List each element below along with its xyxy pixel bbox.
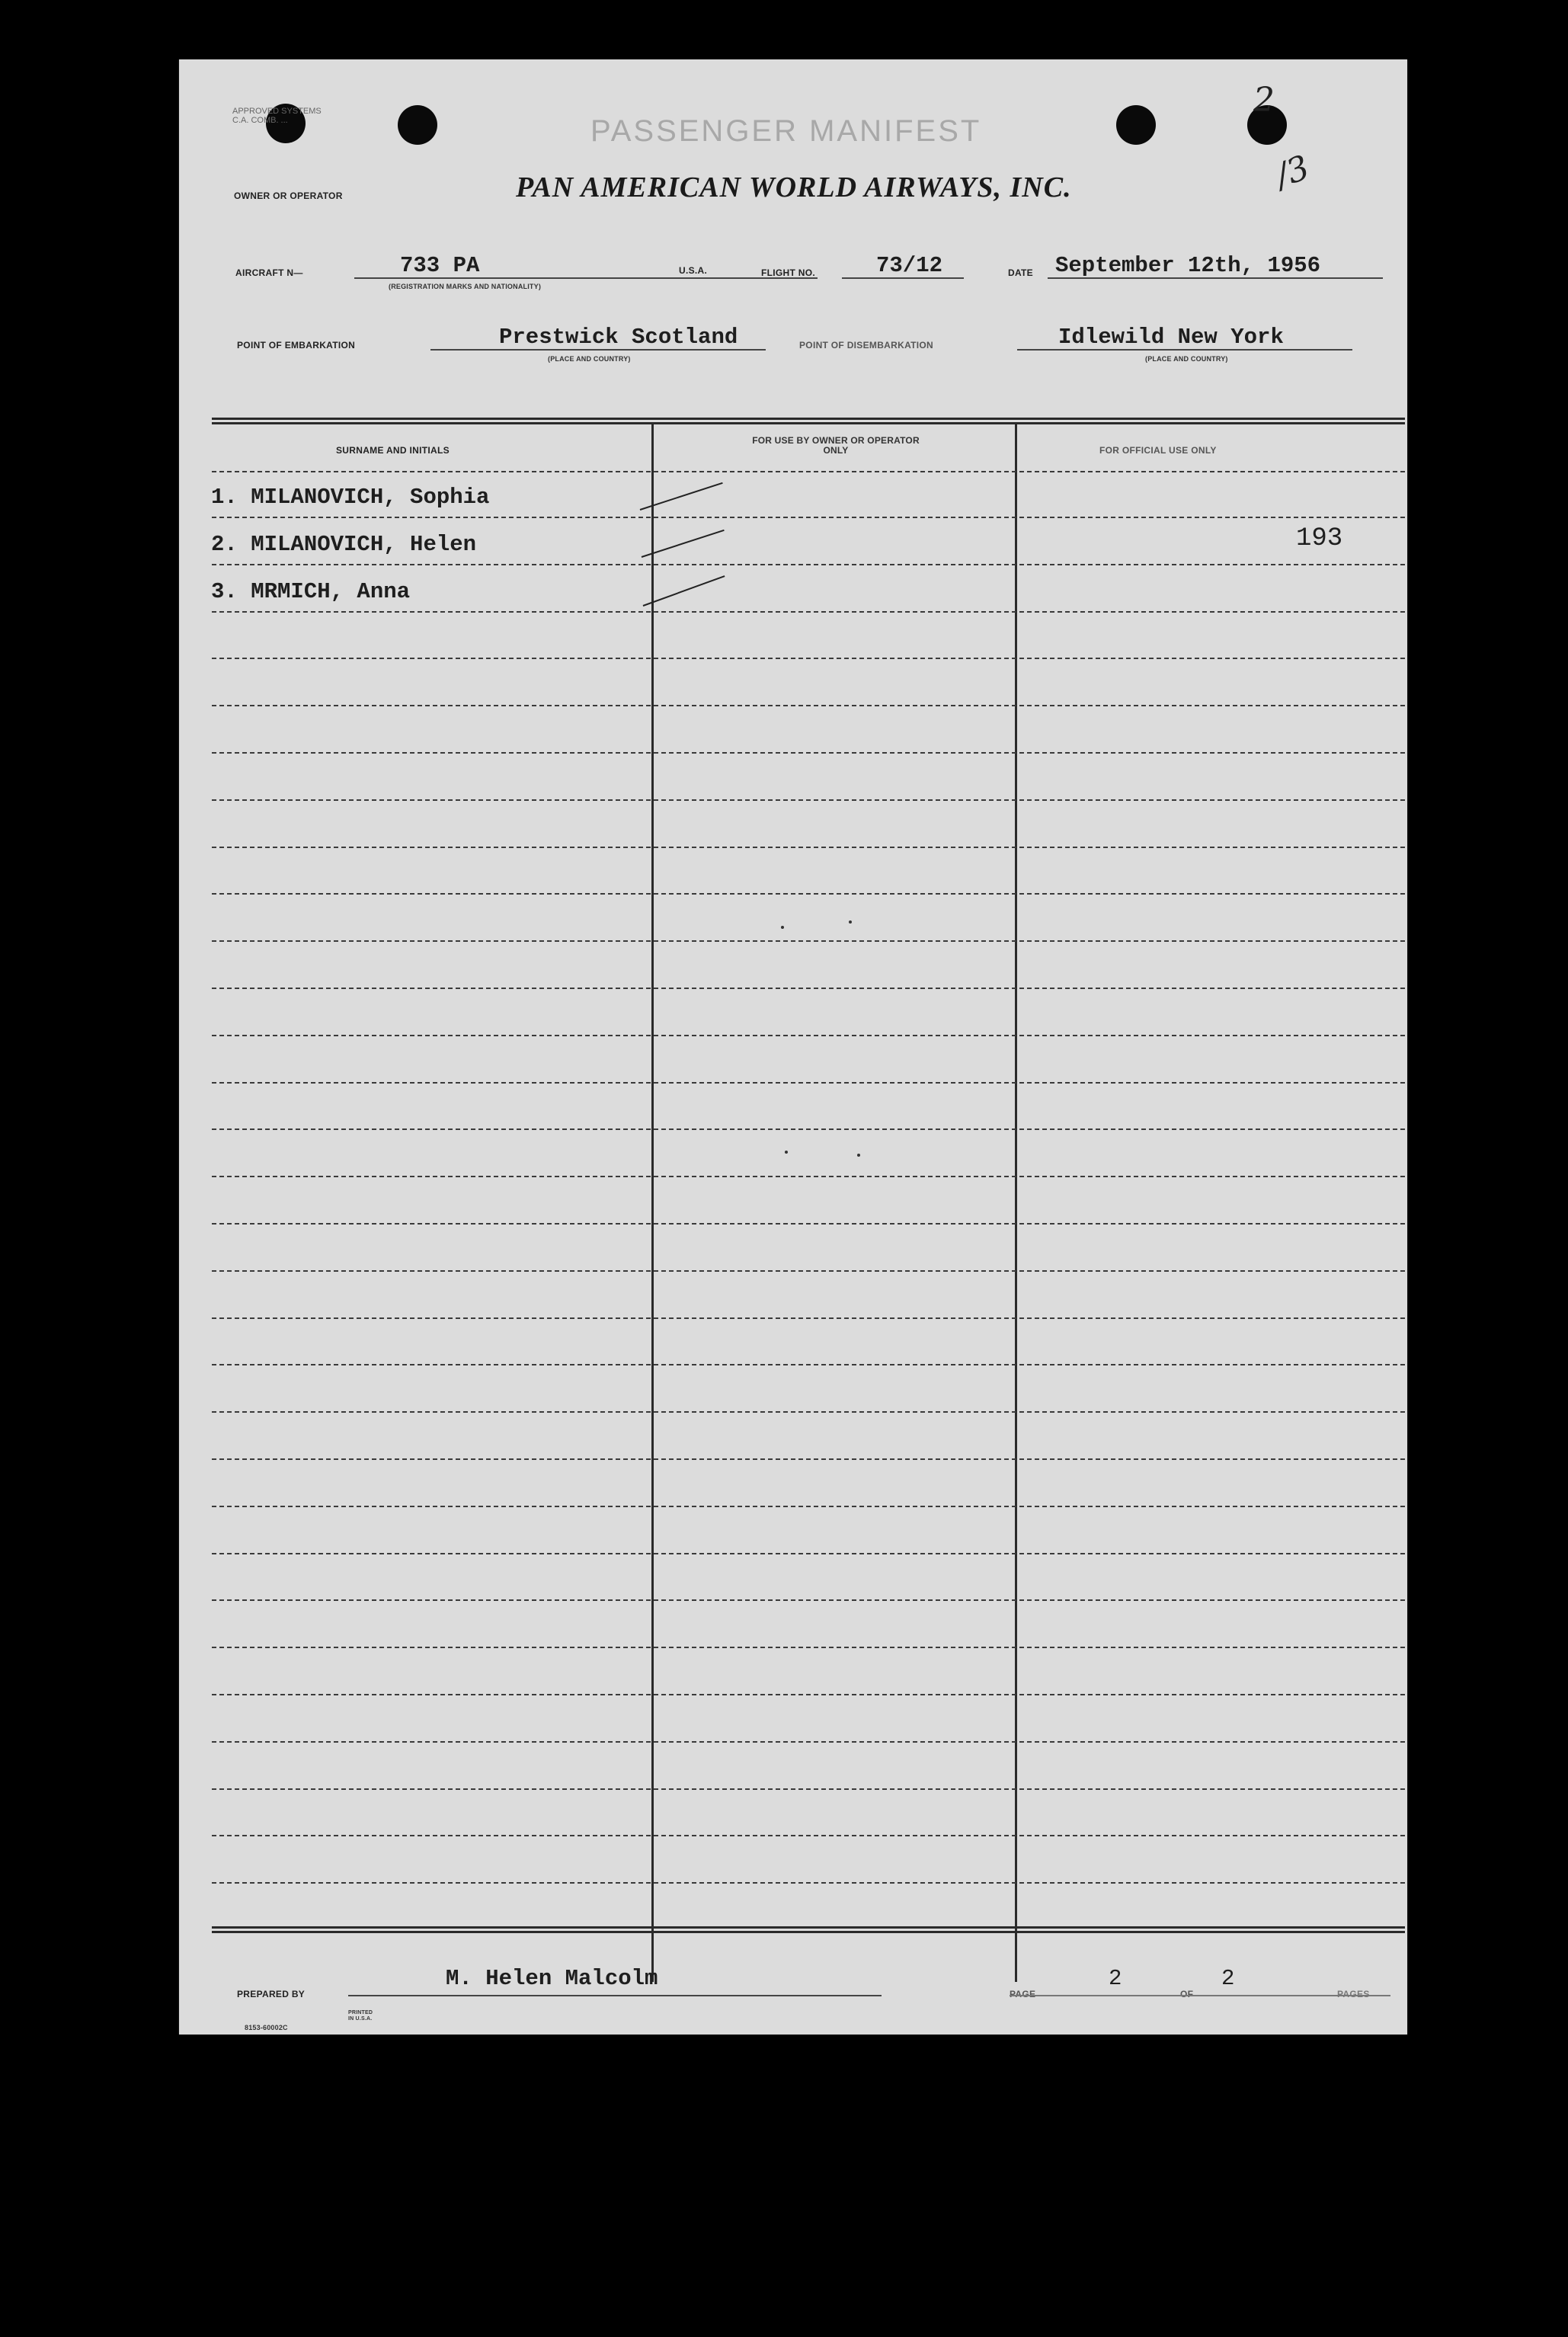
passenger-3-name: 3. MRMICH, Anna xyxy=(211,579,411,604)
table-rule xyxy=(212,1882,1405,1884)
table-rule xyxy=(212,1741,1405,1743)
page-label: PAGE xyxy=(1010,1989,1036,1999)
table-rule xyxy=(212,1694,1405,1695)
table-rule xyxy=(212,611,1405,613)
disembarkation-underline xyxy=(1017,349,1352,351)
flight-underline xyxy=(842,277,964,279)
col-header-surname: SURNAME AND INITIALS xyxy=(336,445,450,456)
table-rule xyxy=(212,1788,1405,1790)
page-of-label: OF xyxy=(1180,1989,1194,1999)
table-rule xyxy=(212,705,1405,706)
table-rule xyxy=(212,847,1405,848)
checkmark-3 xyxy=(643,575,725,607)
table-rule xyxy=(212,1223,1405,1225)
table-rule xyxy=(212,658,1405,659)
table-top-rule-2 xyxy=(212,422,1405,424)
table-rule xyxy=(212,940,1405,942)
date-label: DATE xyxy=(1008,267,1033,278)
company-name: PAN AMERICAN WORLD AIRWAYS, INC. xyxy=(516,171,1072,203)
table-rule xyxy=(212,517,1405,518)
prepared-by-value: M. Helen Malcolm xyxy=(446,1966,658,1991)
aircraft-underline xyxy=(354,277,818,279)
page-of-value: 2 xyxy=(1221,1966,1235,1991)
table-rule xyxy=(212,799,1405,801)
table-rule xyxy=(212,1553,1405,1554)
table-rule xyxy=(212,564,1405,565)
form-number: 8153-60002C xyxy=(245,2024,288,2031)
embarkation-sublabel: (PLACE AND COUNTRY) xyxy=(548,355,631,363)
table-rule xyxy=(212,1364,1405,1365)
corner-mark: 2 xyxy=(1253,81,1275,120)
date-underline xyxy=(1048,277,1383,279)
speck xyxy=(785,1151,788,1154)
aircraft-value: 733 PA xyxy=(400,253,480,278)
speck xyxy=(781,926,784,929)
aircraft-label: AIRCRAFT N— xyxy=(235,267,303,278)
table-rule xyxy=(212,1176,1405,1177)
table-rule xyxy=(212,1317,1405,1319)
flight-value: 73/12 xyxy=(876,253,943,278)
table-rule xyxy=(212,1599,1405,1601)
checkmark-2 xyxy=(642,530,725,558)
embarkation-label: POINT OF EMBARKATION xyxy=(237,340,356,351)
flight-label: FLIGHT NO. xyxy=(761,267,815,278)
col-header-owner-use: FOR USE BY OWNER OR OPERATOR ONLY xyxy=(752,435,920,456)
embarkation-value: Prestwick Scotland xyxy=(499,325,738,350)
table-rule xyxy=(212,1270,1405,1272)
speck xyxy=(849,920,852,924)
form-title: PASSENGER MANIFEST xyxy=(590,114,982,148)
table-rule xyxy=(212,1128,1405,1130)
usa-label: U.S.A. xyxy=(679,265,708,276)
table-rule xyxy=(212,1835,1405,1836)
table-rule xyxy=(212,1506,1405,1507)
disembarkation-label: POINT OF DISEMBARKATION xyxy=(799,340,934,351)
punch-hole-3 xyxy=(1116,105,1156,145)
corner-fraction: /3 xyxy=(1270,148,1315,196)
date-value: September 12th, 1956 xyxy=(1055,253,1321,278)
table-bottom-rule xyxy=(212,1926,1405,1929)
disembarkation-value: Idlewild New York xyxy=(1058,325,1284,350)
manifest-sheet xyxy=(179,59,1407,2034)
disembarkation-sublabel: (PLACE AND COUNTRY) xyxy=(1145,355,1228,363)
header-rule xyxy=(212,471,1405,472)
punch-hole-2 xyxy=(398,105,437,145)
aircraft-sublabel: (REGISTRATION MARKS AND NATIONALITY) xyxy=(389,283,542,290)
table-rule xyxy=(212,1082,1405,1084)
passenger-1-name: 1. MILANOVICH, Sophia xyxy=(211,485,490,510)
table-rule xyxy=(212,1647,1405,1648)
prepared-by-underline xyxy=(348,1995,882,1996)
passenger-2-official-number: 193 xyxy=(1296,524,1343,553)
approval-text: APPROVED SYSTEMS C.A. COMB. ... xyxy=(232,107,322,125)
pages-label: PAGES xyxy=(1337,1989,1370,1999)
table-bottom-rule-2 xyxy=(212,1931,1405,1933)
table-rule xyxy=(212,752,1405,754)
speck xyxy=(857,1154,860,1157)
owner-label: OWNER OR OPERATOR xyxy=(234,190,343,201)
printed-in: PRINTED IN U.S.A. xyxy=(348,2010,373,2022)
table-rule xyxy=(212,1458,1405,1460)
embarkation-underline xyxy=(430,349,766,351)
prepared-by-label: PREPARED BY xyxy=(237,1989,306,1999)
page-value: 2 xyxy=(1109,1966,1122,1991)
table-rule xyxy=(212,1411,1405,1413)
table-rule xyxy=(212,1035,1405,1036)
table-rule xyxy=(212,893,1405,895)
table-top-rule xyxy=(212,418,1405,420)
col-header-official-use: FOR OFFICIAL USE ONLY xyxy=(1099,445,1217,456)
passenger-2-name: 2. MILANOVICH, Helen xyxy=(211,532,477,557)
table-rule xyxy=(212,988,1405,989)
page-underline xyxy=(1010,1995,1390,1996)
